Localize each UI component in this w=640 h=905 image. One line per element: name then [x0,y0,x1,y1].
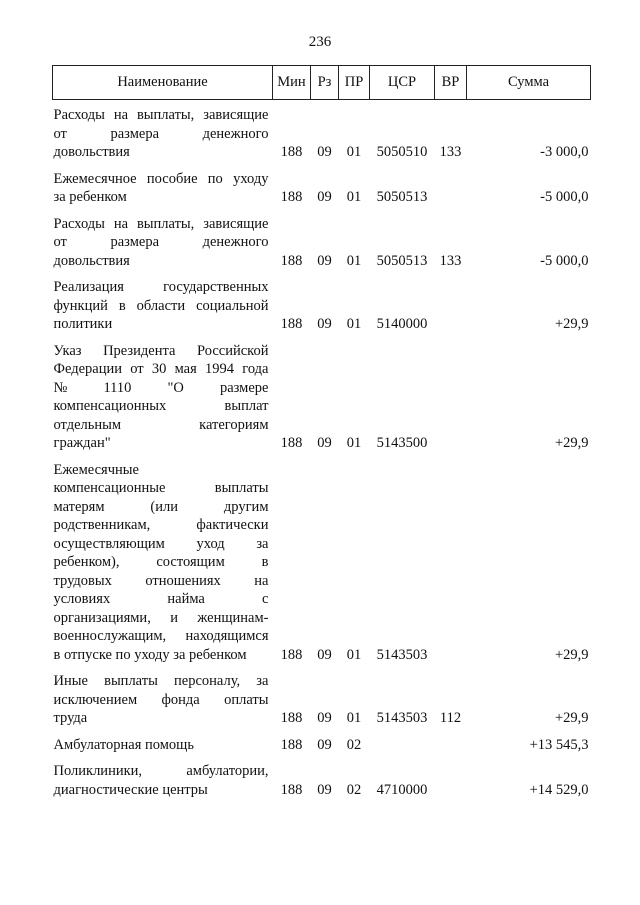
row-name-line: Указ Президента Российской [53,342,269,359]
row-rz: 09 [317,435,332,451]
row-csr: 5143500 [376,435,428,451]
row-sum: +14 529,0 [529,781,589,798]
table-row [53,728,591,755]
row-name [53,162,273,207]
row-vr [435,270,467,334]
row-name-line: условиях найма с [53,591,269,607]
row-name-line: Реализация государственных [53,279,269,295]
row-name-line: компенсационных выплат [53,398,269,414]
page-number: 236 [308,34,332,50]
row-name-line: труда [53,710,88,726]
row-name-line: Ежемесячные [53,461,139,478]
row-min: 188 [280,646,303,663]
row-pr: 01 [346,252,362,269]
row-pr: 01 [346,189,362,205]
row-rz: 09 [317,252,332,269]
row-vr [435,453,467,665]
row-name-line: № 1110 "О размере [53,379,269,396]
row-pr: 02 [346,781,362,798]
row-name-line: Амбулаторная помощь [53,736,194,753]
row-min: 188 [280,736,303,753]
row-rz: 09 [317,316,332,332]
row-name-line: родственникам, фактически [53,517,269,533]
row-name-line: исключением фонда оплаты [53,691,269,708]
header-pr: ПР [339,66,370,100]
row-name-line: отдельным категориям [53,416,269,433]
row-csr: 5140000 [376,316,428,332]
row-rz: 09 [317,144,332,160]
row-pr: 02 [346,736,362,753]
row-csr: 4710000 [376,781,428,798]
row-name [53,270,273,334]
row-name-line: в отпуске по уходу за ребенком [53,646,247,663]
row-pr: 01 [346,144,362,160]
header-vr: ВР [435,66,467,100]
row-name-line: организациями, и женщинам- [53,609,269,626]
row-csr [370,728,435,755]
row-rz: 09 [317,189,332,205]
row-name-line: Поликлиники, амбулатории, [53,763,269,779]
table-row [53,453,591,665]
table-row [53,270,591,334]
row-name-line: от размера денежного [53,234,269,250]
row-rz: 09 [317,736,332,753]
row-name [53,453,273,665]
row-name-line: довольствия [53,252,130,269]
row-name-line: Расходы на выплаты, зависящие [53,107,269,123]
row-csr: 5050513 [376,189,428,205]
row-vr [435,728,467,755]
row-name-line: довольствия [53,144,130,160]
row-rz: 09 [317,781,332,798]
row-name [53,207,273,271]
table-row [53,334,591,453]
row-name-line: военнослужащим, находящимся [53,628,269,644]
table-body [53,100,591,800]
row-name-line: граждан" [53,435,111,451]
table-row [53,162,591,207]
row-name-line: функций в области социальной [53,297,269,314]
row-vr [435,334,467,453]
table-row [53,664,591,728]
row-csr: 5050510 [376,144,428,160]
row-min: 188 [280,435,303,451]
row-name-line: компенсационные выплаты [53,480,269,496]
row-sum: +29,9 [554,646,589,663]
row-min: 188 [280,781,303,798]
row-name [53,334,273,453]
row-name-line: Расходы на выплаты, зависящие [53,215,269,232]
header-rz: Рз [311,66,339,100]
row-sum: +29,9 [554,316,589,332]
table-row [53,100,591,162]
row-name-line: диагностические центры [53,781,208,798]
header-min: Мин [273,66,311,100]
row-min: 188 [280,189,303,205]
row-name-line: Иные выплаты персоналу, за [53,673,269,689]
budget-table [52,65,591,799]
row-name-line: осуществляющим уход за [53,535,269,552]
row-sum: -5 000,0 [540,189,589,205]
row-csr: 5143503 [376,710,428,726]
table-row [53,207,591,271]
row-name-line: матерям (или другим [53,498,269,515]
row-rz: 09 [317,646,332,663]
row-pr: 01 [346,435,362,451]
row-name-line: ребенком), состоящим в [53,554,269,570]
row-pr: 01 [346,316,362,332]
row-min: 188 [280,316,303,332]
header-name: Наименование [53,66,273,100]
row-name-line: трудовых отношениях на [53,572,269,589]
row-vr [435,754,467,799]
row-sum: -3 000,0 [540,144,589,160]
row-name-line: от размера денежного [53,125,269,142]
row-name-line: политики [53,316,113,332]
row-pr: 01 [346,646,362,663]
row-min: 188 [280,252,303,269]
row-pr: 01 [346,710,362,726]
row-name [53,754,273,799]
row-name [53,100,273,162]
row-name [53,664,273,728]
row-name-line: Федерации от 30 мая 1994 года [53,361,269,377]
row-vr: 133 [439,252,462,269]
row-name-line: Ежемесячное пособие по уходу [53,170,269,187]
row-csr: 5143503 [376,646,428,663]
row-sum: +29,9 [554,710,589,726]
row-min: 188 [280,710,303,726]
row-rz: 09 [317,710,332,726]
table-row [53,754,591,799]
row-name-line: за ребенком [53,189,127,205]
row-csr: 5050513 [376,252,428,269]
row-vr: 133 [439,144,462,160]
row-sum: +29,9 [554,435,589,451]
table-header [53,66,591,100]
row-sum: +13 545,3 [529,736,589,753]
row-sum: -5 000,0 [540,252,589,269]
row-vr: 112 [439,710,462,726]
row-vr [435,162,467,207]
header-csr: ЦСР [370,66,435,100]
row-min: 188 [280,144,303,160]
header-sum: Сумма [467,66,591,100]
row-name [53,728,273,755]
